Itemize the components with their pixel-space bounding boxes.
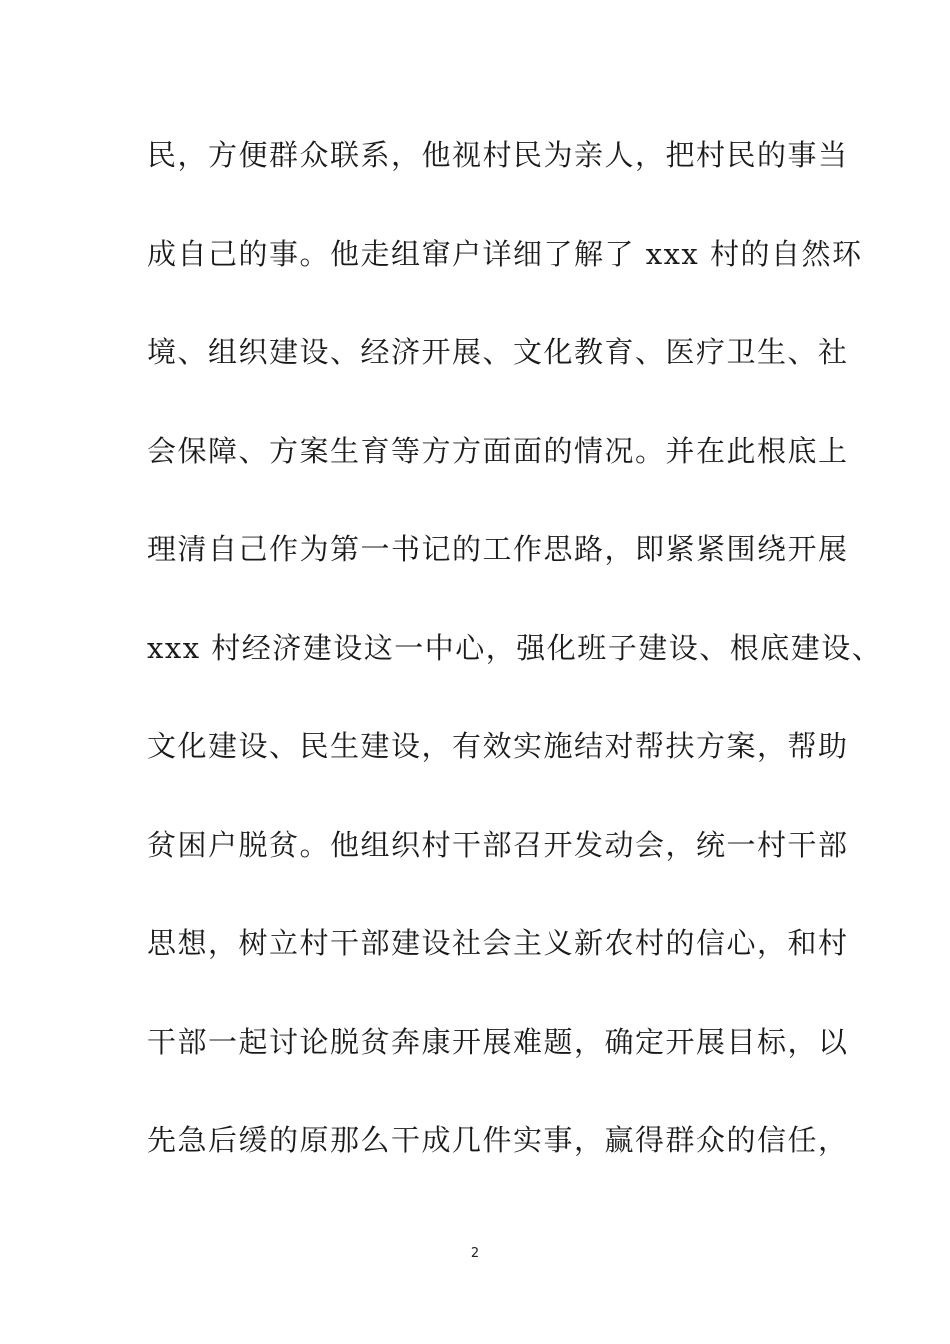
text-line: 民，方便群众联系，他视村民为亲人，把村民的事当 [147, 138, 849, 172]
text-line: 会保障、方案生育等方方面面的情况。并在此根底上 [147, 433, 849, 468]
text-line: 成自己的事。他走组窜户详细了解了 xxx 村的自然环 [147, 236, 863, 271]
text-line: 理清自己作为第一书记的工作思路，即紧紧围绕开展 [147, 532, 849, 566]
text-line: xxx 村经济建设这一中心，强化班子建设、根底建设、 [147, 630, 883, 665]
text-line: 境、组织建设、经济开展、文化教育、医疗卫生、社 [147, 335, 849, 369]
text-line: 思想，树立村干部建设社会主义新农村的信心，和村 [147, 926, 849, 960]
text-line: 干部一起讨论脱贫奔康开展难题，确定开展目标，以 [147, 1024, 849, 1059]
text-line: 文化建设、民生建设，有效实施结对帮扶方案，帮助 [147, 729, 849, 763]
page-number: 2 [470, 1246, 480, 1261]
text-line: 贫困户脱贫。他组织村干部召开发动会，统一村干部 [147, 827, 849, 862]
body-text [147, 120, 883, 1204]
text-line: 先急后缓的原那么干成几件实事，赢得群众的信任， [147, 1123, 849, 1157]
